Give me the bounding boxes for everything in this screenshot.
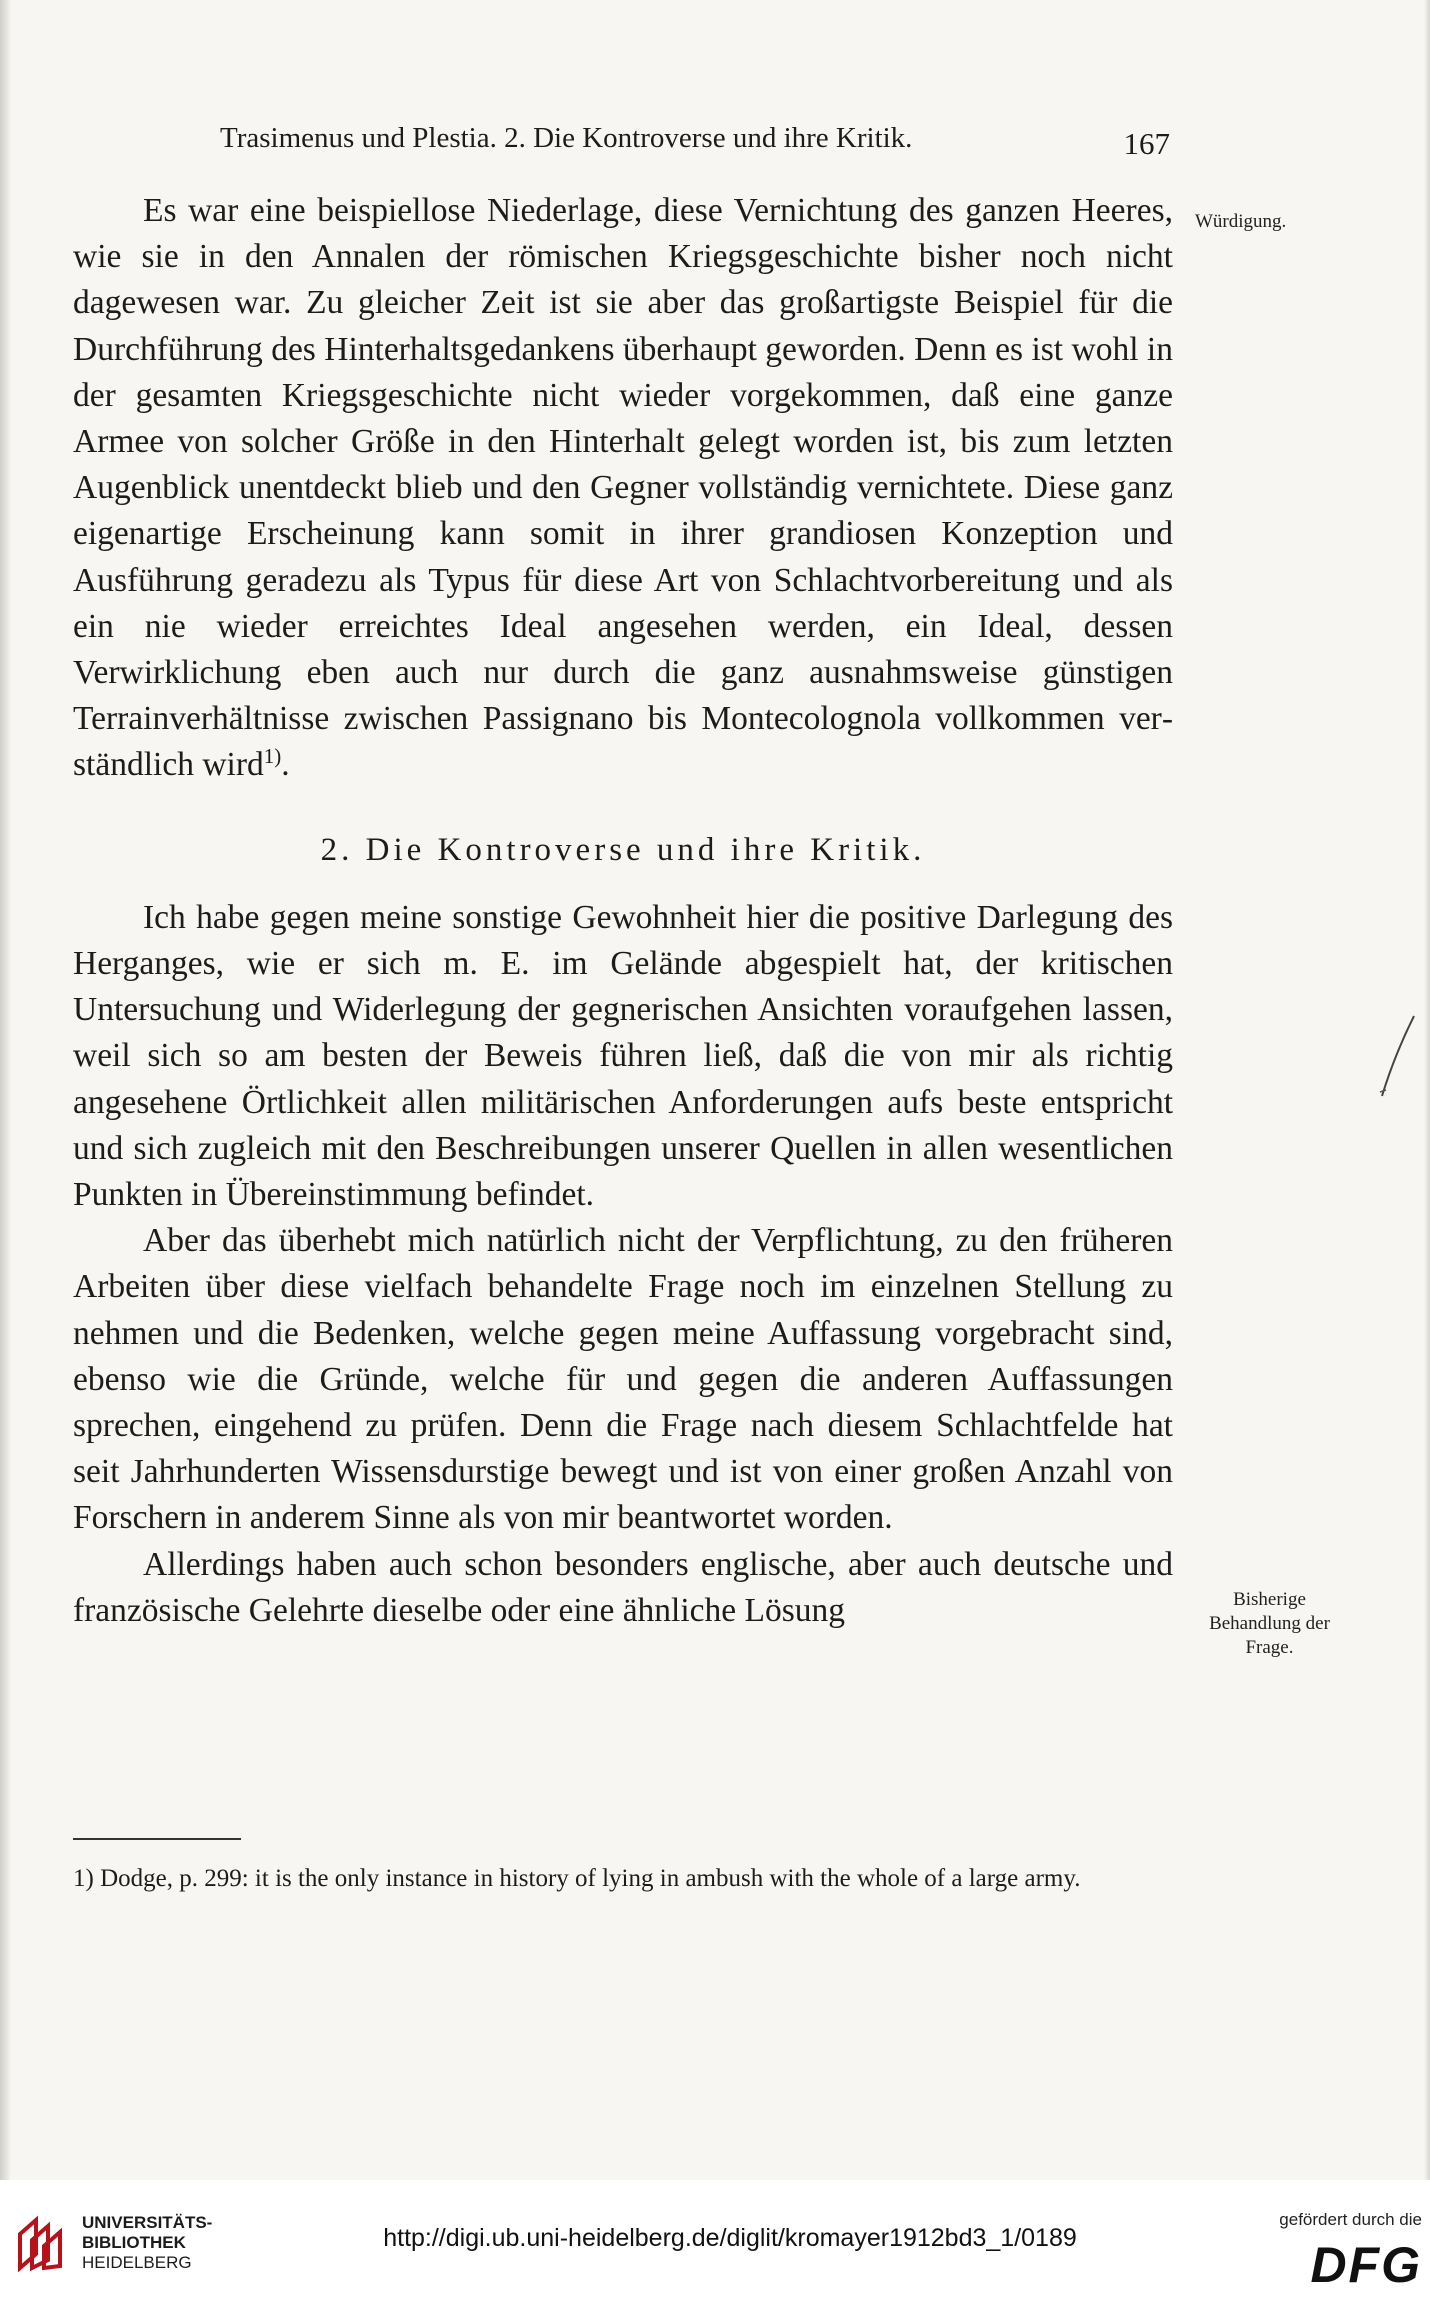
- permalink-url[interactable]: http://digi.ub.uni-heidelberg.de/diglit/kromayer1912bd3_1/0189: [383, 2224, 1077, 2252]
- footnote-reference[interactable]: 1): [263, 744, 282, 769]
- margin-note-line: Frage.: [1245, 1637, 1294, 1658]
- paragraph-4: Allerdings haben auch schon besonders englische, aber auch deutsche und französische Gelehrte dieselbe oder eine ähnliche Lösung: [73, 1545, 1173, 1629]
- paragraph-2: Ich habe gegen meine sonstige Gewohnheit hier die positive Darlegung des Herganges, wie er sich m. E. im Gelände abgespielt hat, der kritischen Untersuchung und Widerlegung der gegnerischen Ansichten voraufgehen lassen, weil sich so am besten der Beweis führen ließ, daß die von mir als richtig angesehene Örtlichkeit allen militärischen Anforderungen aufs beste entspricht und sich zugleich mit den Beschreibungen unserer Quellen in allen wesentlichen Punkten in Übereinstimmung befindet.: [73, 898, 1173, 1214]
- dfg-logo: DFG: [1310, 2237, 1422, 2293]
- library-name-line: HEIDELBERG: [82, 2253, 192, 2272]
- body-text: [73, 188, 1173, 1634]
- paragraph-3: Aber das überhebt mich natürlich nicht der Verpflichtung, zu den früheren Arbeiten über diese vielfach behandelte Frage noch im einzelnen Stellung zu nehmen und die Bedenken, welche gegen meine Auffassung vorgebracht sind, ebenso wie die Gründe, welche für und gegen die anderen Auffassungen sprechen, eingehend zu prüfen. Denn die Frage nach diesem Schlachtfelde hat seit Jahrhunderten Wissensdurstige bewegt und ist von einer großen Anzahl von Forschern in anderem Sinne als von mir beantwortet worden.: [73, 1222, 1173, 1537]
- margin-note-line: Behandlung der: [1209, 1613, 1330, 1634]
- paragraph-1: [73, 188, 1173, 789]
- library-name-line: BIBLIOTHEK: [82, 2233, 186, 2252]
- university-library-logo-icon: [14, 2210, 74, 2274]
- margin-note-wuerdigung: Würdigung.: [1195, 211, 1287, 232]
- digitization-footer: [0, 2180, 1430, 2310]
- pencil-mark-icon: [1378, 1010, 1418, 1100]
- margin-note-bisherige-behandlung: [1182, 1588, 1357, 1660]
- library-name: [82, 2213, 212, 2273]
- paragraph-1-end: .: [281, 746, 290, 784]
- page-gutter-left: [0, 0, 10, 2180]
- running-title: Trasimenus und Plestia. 2. Die Kontroverse und ihre Kritik.: [220, 122, 913, 154]
- funding-note: gefördert durch die: [1279, 2210, 1422, 2229]
- paragraph-1-text: Es war eine beispiellose Niederlage, diese Vernichtung des ganzen Heeres, wie sie in den Annalen der römischen Kriegsgeschichte bisher noch nicht dagewesen war. Zu gleicher Zeit ist sie aber das großartigste Beispiel für die Durchführung des Hinterhaltsgedankens überhaupt geworden. Denn es ist wohl in der gesamten Kriegsgeschichte nicht wieder vorgekommen, daß eine ganze Armee von solcher Größe in den Hinterhalt gelegt worden ist, bis zum letzten Augenblick unentdeckt blieb und den Gegner vollständig vernichtete. Diese ganz eigenartige Erscheinung kann somit in ihrer grandiosen Konzeption und Ausführung geradezu als Typus für diese Art von Schlachtvorbereitung und als ein nie wieder erreichtes Ideal angesehen werden, ein Ideal, dessen Verwirklichung eben auch nur durch die ganz ausnahmsweise günstigen Terrainverhältnisse zwischen Passignano bis Montecolognola vollkommen verständlich wird: [73, 192, 1173, 784]
- library-name-line: UNIVERSITÄTS-: [82, 2213, 213, 2232]
- footnote: 1) Dodge, p. 299: it is the only instance in history of lying in ambush with the whole of a large army.: [73, 1865, 1081, 1892]
- margin-note-line: Bisherige: [1233, 1589, 1306, 1610]
- running-header: [220, 122, 1170, 162]
- footnote-rule: [73, 1838, 241, 1840]
- page-number: 167: [1123, 126, 1170, 161]
- section-heading: 2. Die Kontroverse und ihre Kritik.: [320, 831, 926, 868]
- page-gutter-right: [1424, 0, 1430, 2180]
